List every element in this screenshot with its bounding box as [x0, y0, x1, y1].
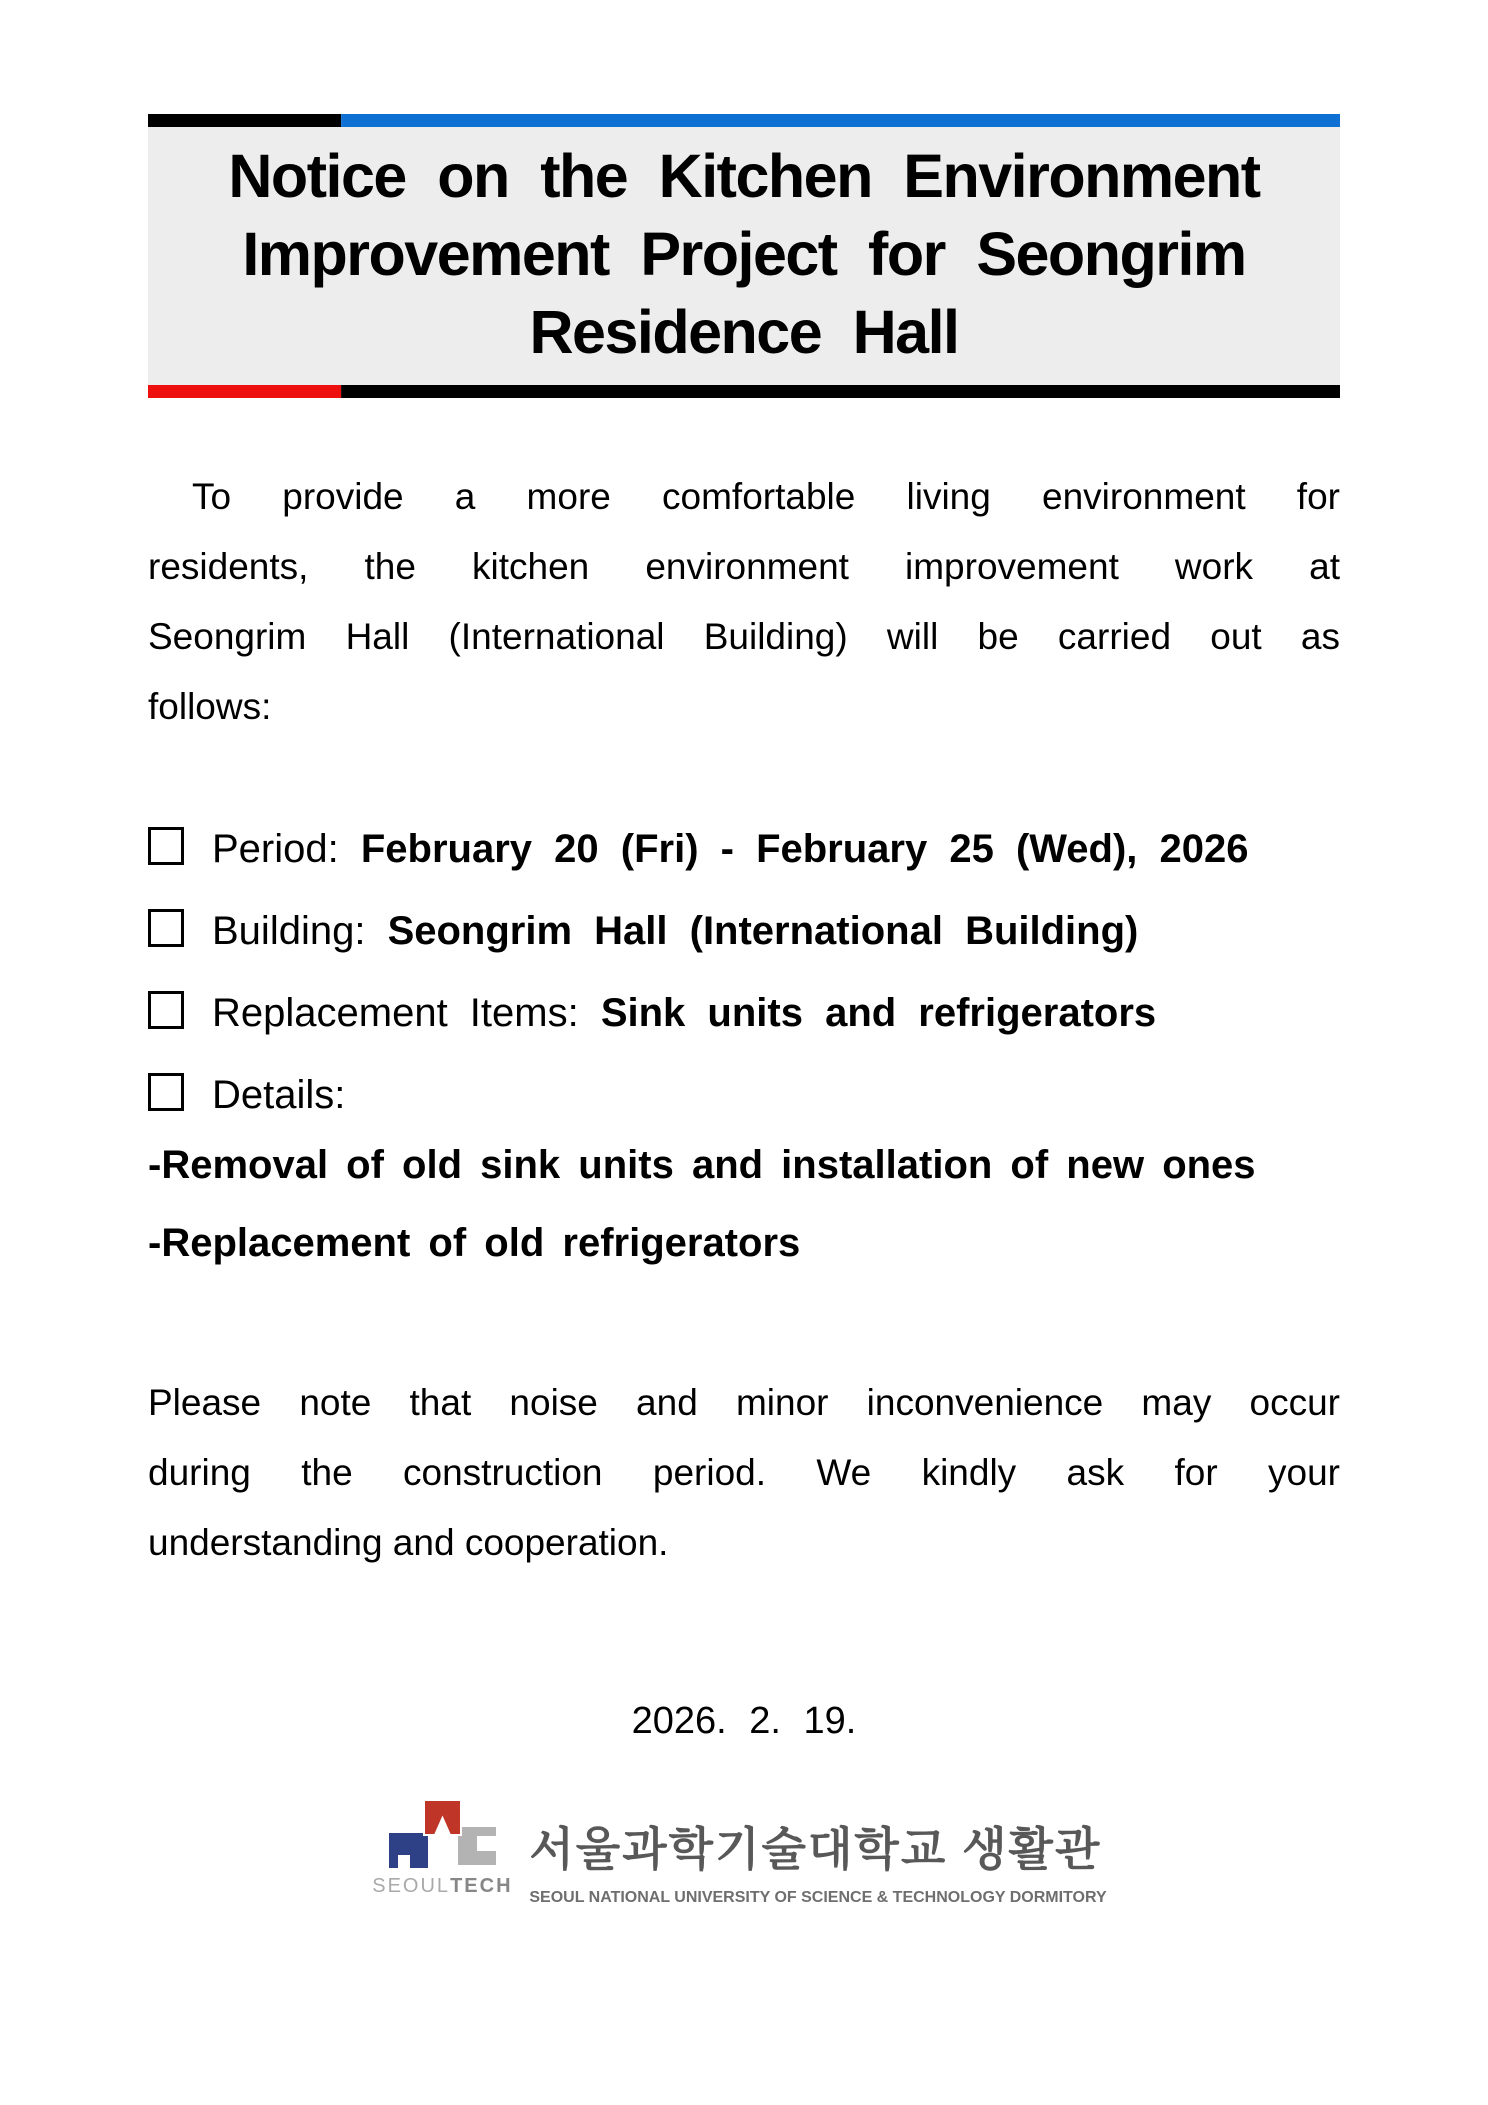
details-line-1: -Removal of old sink units and installation of new ones: [148, 1143, 1256, 1187]
wordmark-tech: TECH: [450, 1875, 513, 1897]
item-value: February 20 (Fri) - February 25 (Wed), 2026: [360, 827, 1249, 871]
page-title-line-2: Improvement Project for Seongrim: [242, 220, 1246, 288]
page-title-line-3: Residence Hall: [529, 298, 959, 366]
notice-header: [148, 114, 1340, 398]
header-bottom-bar: [148, 385, 1340, 398]
closing-line: Please note that noise and minor inconvenience may occur: [148, 1382, 1340, 1423]
item-label: Details:: [212, 1073, 346, 1117]
intro-line: residents, the kitchen environment improvement work at: [148, 546, 1340, 587]
checkbox-bullet-icon: [148, 991, 184, 1029]
notice-list: [148, 808, 1340, 1136]
logo-mark-block: [372, 1800, 513, 1898]
intro-paragraph: [148, 462, 1340, 742]
item-value: Seongrim Hall (International Building): [387, 909, 1139, 953]
university-name-korean: 서울과학기술대학교 생활관: [529, 1823, 1102, 1875]
title-box: [148, 127, 1340, 385]
bottom-bar-black-segment: [341, 385, 1340, 398]
wordmark-seoul: SEOUL: [372, 1875, 451, 1897]
header-top-bar: [148, 114, 1340, 127]
notice-date: 2026. 2. 19.: [631, 1700, 857, 1742]
notice-item-building: [148, 890, 1340, 972]
details-lines: [148, 1126, 1340, 1282]
item-value: Sink units and refrigerators: [600, 991, 1157, 1035]
item-label: Replacement Items:: [212, 991, 579, 1035]
seoultech-mark-icon: [389, 1800, 496, 1868]
top-bar-blue-segment: [341, 114, 1340, 127]
item-label: Building:: [212, 909, 366, 953]
university-name-english: SEOUL NATIONAL UNIVERSITY OF SCIENCE & TECHNOLOGY DORMITORY: [529, 1889, 1107, 1906]
intro-line: follows:: [148, 686, 272, 727]
logo-red-square: [424, 1800, 461, 1835]
closing-line: understanding and cooperation.: [148, 1522, 669, 1563]
page-title-line-1: Notice on the Kitchen Environment: [228, 142, 1260, 210]
notice-item-replacement-items: [148, 972, 1340, 1054]
checkbox-bullet-icon: [148, 827, 184, 865]
logo-text-block: [529, 1800, 1106, 1907]
item-label: Period:: [212, 827, 339, 871]
checkbox-bullet-icon: [148, 1073, 184, 1111]
notice-item-details: [148, 1054, 1340, 1136]
logo-gray-square: [458, 1827, 496, 1865]
intro-line: To provide a more comfortable living environment for: [192, 476, 1340, 517]
details-line-2: -Replacement of old refrigerators: [148, 1221, 801, 1265]
logo-navy-square: [389, 1833, 428, 1868]
seoultech-wordmark: [372, 1875, 512, 1898]
bottom-bar-red-segment: [148, 385, 341, 398]
checkbox-bullet-icon: [148, 909, 184, 947]
notice-item-period: [148, 808, 1340, 890]
seoultech-logo: [0, 1800, 1488, 1907]
top-bar-black-segment: [148, 114, 341, 127]
closing-line: during the construction period. We kindly ask for your: [148, 1452, 1340, 1493]
intro-line: Seongrim Hall (International Building) will be carried out as: [148, 616, 1340, 657]
closing-paragraph: [148, 1368, 1340, 1578]
